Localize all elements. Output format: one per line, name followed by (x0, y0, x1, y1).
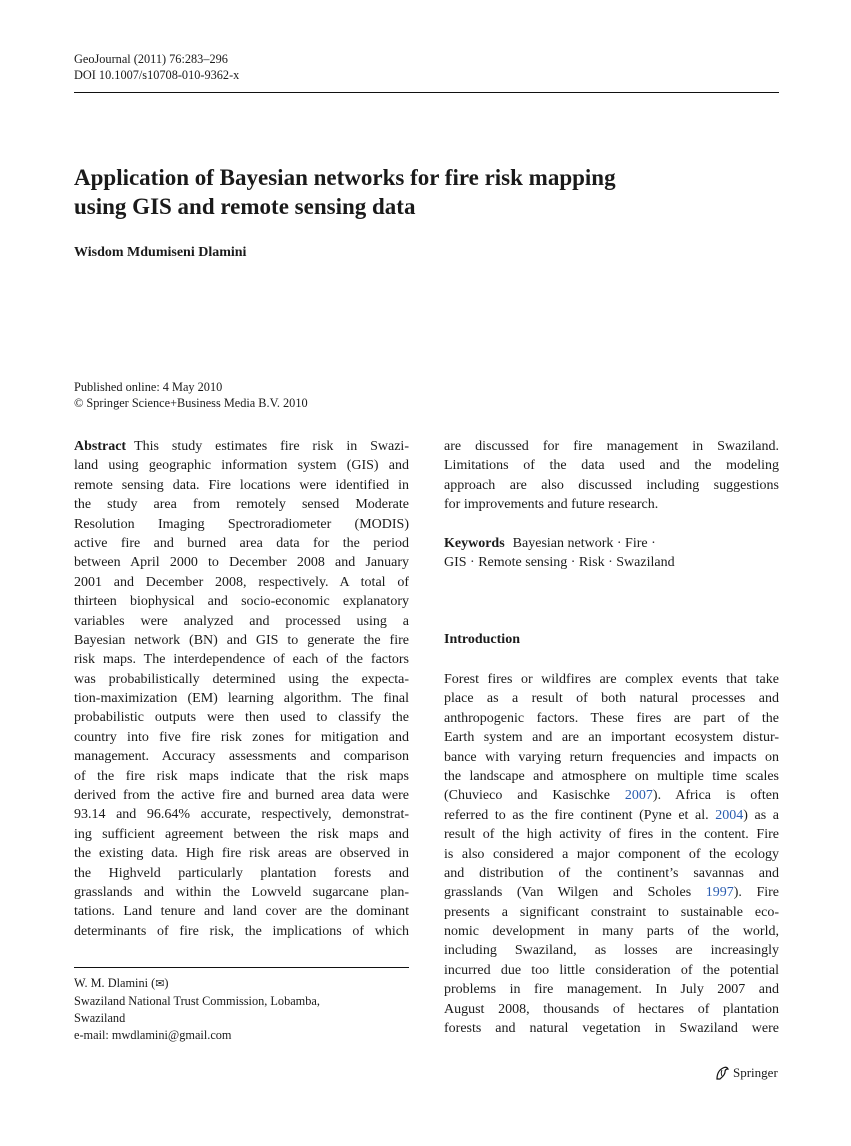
abstract-line: risk maps. The interdependence of each of the factors (74, 652, 409, 668)
abstract-line: for improvements and future research. (444, 497, 659, 513)
introduction-body (444, 670, 779, 1038)
running-header (74, 51, 239, 83)
abstract-line: 2001 and December 2008, respectively. A total of (74, 574, 409, 590)
keywords-line-1 (444, 534, 779, 553)
abstract-line: ing sufficient agreement between the risk maps and (74, 826, 409, 842)
abstract-line: Limitations of the data used and the modeling (444, 458, 779, 474)
intro-line: place as a result of both natural processes and (444, 691, 779, 707)
intro-line: the landscape and atmosphere on multiple time scales (444, 768, 779, 784)
intro-line: and distribution of the continent’s savannas and (444, 865, 779, 881)
correspondence-name (74, 975, 320, 993)
intro-line: incurred due too little consideration of the potential (444, 962, 779, 978)
intro-line: forests and natural vegetation in Swaziland were (444, 1021, 779, 1037)
intro-text: ). Africa is often (652, 788, 779, 804)
affiliation-line-1: Swaziland National Trust Commission, Lobamba, (74, 994, 320, 1008)
abstract-line: of the fire risk maps indicate that the risk maps (74, 768, 409, 784)
intro-line: presents a significant constraint to sustainable eco- (444, 904, 779, 920)
intro-line: problems in fire management. In July 2007 and (444, 982, 779, 998)
title-line-2: using GIS and remote sensing data (74, 194, 416, 219)
publisher-name: Springer (733, 1065, 778, 1080)
intro-line: Earth system and are an important ecosystem distur- (444, 730, 779, 746)
abstract-line (74, 437, 409, 456)
publisher-logo (713, 1064, 778, 1082)
citation-link[interactable]: 2007 (624, 788, 653, 804)
envelope-icon[interactable]: ✉ (155, 978, 165, 990)
intro-text: ). Fire (733, 885, 779, 901)
intro-line: anthropogenic factors. These fires are part of the (444, 710, 779, 726)
abstract-heading: Abstract (74, 439, 127, 454)
abstract-line: derived from the active fire and burned area data were (74, 788, 409, 804)
email[interactable]: e-mail: mwdlamini@gmail.com (74, 1028, 232, 1042)
intro-line: result of the high activity of fires in the content. Fire (444, 827, 779, 843)
introduction-heading: Introduction (444, 632, 520, 647)
intro-line (444, 883, 779, 902)
intro-line: including Swaziland, as losses are increasingly (444, 943, 779, 959)
abstract-line: 93.14 and 96.64% accurate, respectively, demonstrat- (74, 807, 409, 823)
keywords-list: Bayesian network · Fire · (512, 536, 656, 551)
published-date: Published online: 4 May 2010 (74, 380, 223, 394)
intro-text: (Chuvieco and Kasischke (444, 788, 625, 804)
abstract-line: management. Accuracy assessments and comparison (74, 749, 409, 765)
header-rule (74, 92, 779, 93)
author-name: Wisdom Mdumiseni Dlamini (74, 245, 247, 260)
abstract-line: active fire and burned area data for the period (74, 535, 409, 551)
abstract-line: the study area from remotely sensed Moderate (74, 497, 409, 513)
doi[interactable]: DOI 10.1007/s10708-010-9362-x (74, 68, 240, 82)
abstract-line: remote sensing data. Fire locations were identified in (74, 477, 409, 493)
keywords-line-2: GIS · Remote sensing · Risk · Swaziland (444, 555, 675, 571)
abstract-line: determinants of fire risk, the implications of which (74, 923, 409, 939)
abstract-line: are discussed for fire management in Swaziland. (444, 439, 779, 454)
footnote-paren: ) (164, 976, 169, 990)
abstract-line: tion-maximization (EM) learning algorithm. The final (74, 691, 409, 707)
abstract-line: variables were analyzed and processed using a (74, 613, 409, 629)
author-footnote (74, 975, 320, 1044)
journal-citation: GeoJournal (2011) 76:283–296 (74, 52, 228, 66)
copyright: © Springer Science+Business Media B.V. 2010 (74, 396, 308, 410)
intro-line: August 2008, thousands of hectares of plantation (444, 1001, 779, 1017)
abstract-line: the Highveld particularly plantation forests and (74, 865, 409, 881)
abstract-line: Bayesian network (BN) and GIS to generate the fire (74, 632, 409, 648)
citation-link[interactable]: 1997 (705, 885, 734, 901)
abstract-line: Resolution Imaging Spectroradiometer (MODIS) (74, 516, 409, 532)
abstract-line: was probabilistically determined using the expecta- (74, 671, 409, 687)
intro-line: nomic development in many parts of the world, (444, 924, 779, 940)
abstract-line: country into five fire risk zones for mitigation and (74, 729, 409, 745)
abstract-line: tations. Land tenure and land cover are the dominant (74, 904, 409, 920)
affiliation-line-2: Swaziland (74, 1011, 126, 1025)
keywords (444, 534, 779, 573)
abstract-line: land using geographic information system (GIS) and (74, 458, 409, 474)
abstract-line: grasslands and within the Lowveld sugarcane plan- (74, 884, 409, 900)
intro-line (444, 806, 779, 825)
intro-line: bance with varying return frequencies and impacts on (444, 749, 779, 765)
springer-horse-icon (713, 1064, 731, 1082)
intro-line (444, 786, 779, 805)
abstract-text: This study estimates fire risk in Swazi- (134, 439, 409, 454)
abstract-line: thirteen biophysical and socio-economic explanatory (74, 594, 409, 610)
intro-line: Forest fires or wildfires are complex events that take (444, 672, 779, 687)
footnote-rule (74, 967, 409, 968)
abstract-continued (444, 437, 779, 515)
article-title (74, 163, 779, 221)
intro-text: referred to as the fire continent (Pyne et al. (444, 807, 716, 823)
citation-link[interactable]: 2004 (715, 807, 744, 823)
publication-info (74, 379, 308, 411)
abstract-line: probabilistic outputs were then used to classify the (74, 710, 409, 726)
title-line-1: Application of Bayesian networks for fire risk mapping (74, 165, 616, 190)
intro-text: grasslands (Van Wilgen and Scholes (444, 885, 706, 901)
keywords-heading: Keywords (444, 536, 505, 551)
intro-text: ) as a (743, 807, 779, 823)
footnote-author: W. M. Dlamini ( (74, 976, 156, 990)
abstract-line: between April 2000 to December 2008 and January (74, 555, 409, 571)
abstract-line: approach are also discussed including suggestions (444, 477, 779, 493)
abstract (74, 437, 409, 941)
abstract-line: the existing data. High fire risk areas are observed in (74, 846, 409, 862)
intro-line: is also considered a major component of the ecology (444, 846, 779, 862)
